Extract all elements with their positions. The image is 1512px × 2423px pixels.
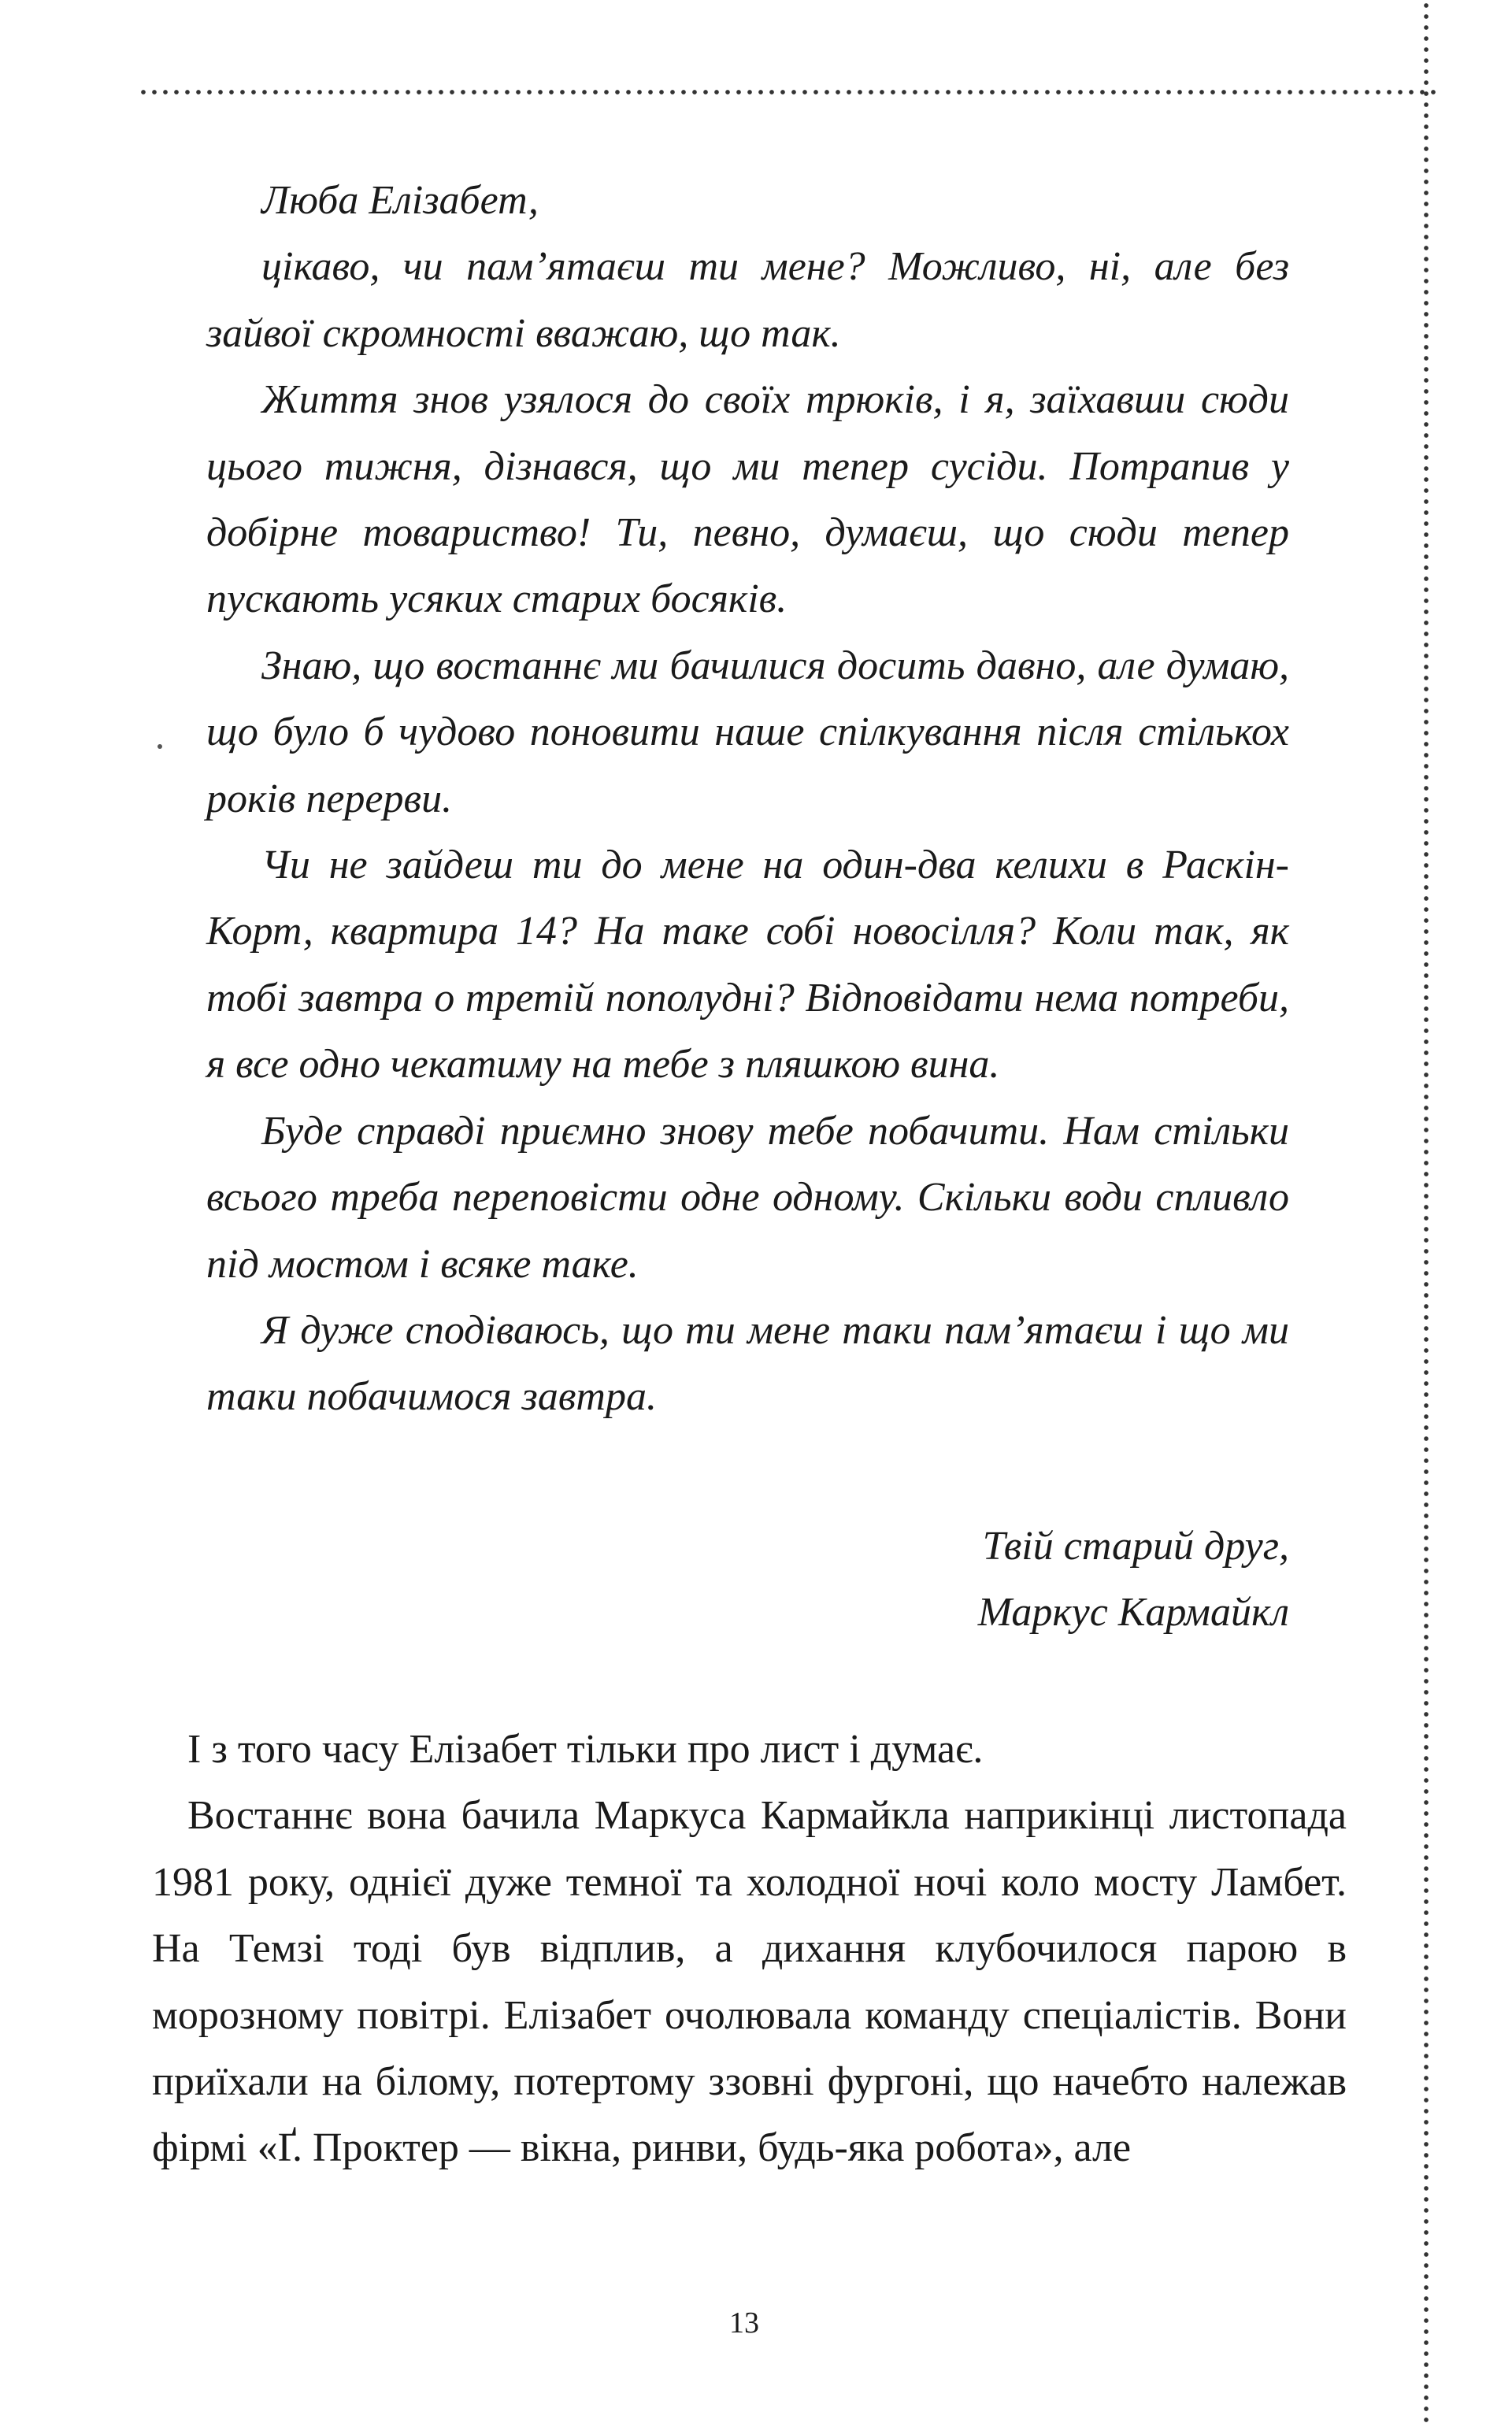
letter-paragraph: цікаво, чи пам’ятаєш ти мене? Можливо, ні, але без зайвої скромності вважаю, що так. (206, 244, 1289, 356)
narrative-paragraph: Востаннє вона бачила Маркуса Кармайкла наприкінці листопада 1981 року, однієї дуже темної та холодної ночі коло мосту Ламбет. На Темзі тоді був відплив, а дихання клубочилося парою в морозному повітрі. Елізабет очолювала команду спеціалістів. Вони приїхали на білому, потертому ззовні фургоні, що начебто належав фірмі «Ґ. Проктер — вікна, ринви, будь-яка робота», але (152, 1793, 1347, 2171)
letter-signature: Маркус Кармайкл (977, 1590, 1289, 1636)
dotted-border-right (1422, 0, 1430, 2423)
page-number: 13 (729, 2306, 759, 2340)
letter-paragraph: Знаю, що востаннє ми бачилися досить давно, але думаю, що було б чудово поновити наше спілкування після стількох років перерви. (206, 643, 1289, 821)
narrative-text (152, 1717, 1347, 2182)
narrative-paragraph: І з того часу Елізабет тільки про лист і думає. (187, 1727, 984, 1772)
letter-signoff (978, 1513, 1289, 1647)
letter-paragraph: Чи не зайдеш ти до мене на один-два келихи в Раскін-Корт, квартира 14? На таке собі новосілля? Коли так, як тобі завтра о третій пополудні? Відповідати нема потреби, я все одно чекатиму на тебе з пляшкою вина. (206, 843, 1289, 1087)
letter-block (206, 168, 1289, 1431)
letter-paragraph: Я дуже сподіваюсь, що ти мене таки пам’ятаєш і що ми таки побачимося завтра. (206, 1307, 1289, 1420)
letter-greeting: Люба Елізабет, (261, 178, 539, 223)
letter-paragraph: Буде справді приємно знову тебе побачити. Нам стільки всього треба переповісти одне одному. Скільки води спливло під мостом і всяке таке. (206, 1108, 1289, 1287)
letter-paragraph: Життя знов узялося до своїх трюків, і я, заїхавши сюди цього тижня, дізнався, що ми тепер сусіди. Потрапив у добірне товариство! Ти, певно, думаєш, що сюди тепер пускають усяких старих босяків. (206, 377, 1289, 622)
dotted-border-top (138, 88, 1441, 96)
margin-dot (158, 744, 162, 749)
letter-closing: Твій старий друг, (982, 1524, 1289, 1569)
